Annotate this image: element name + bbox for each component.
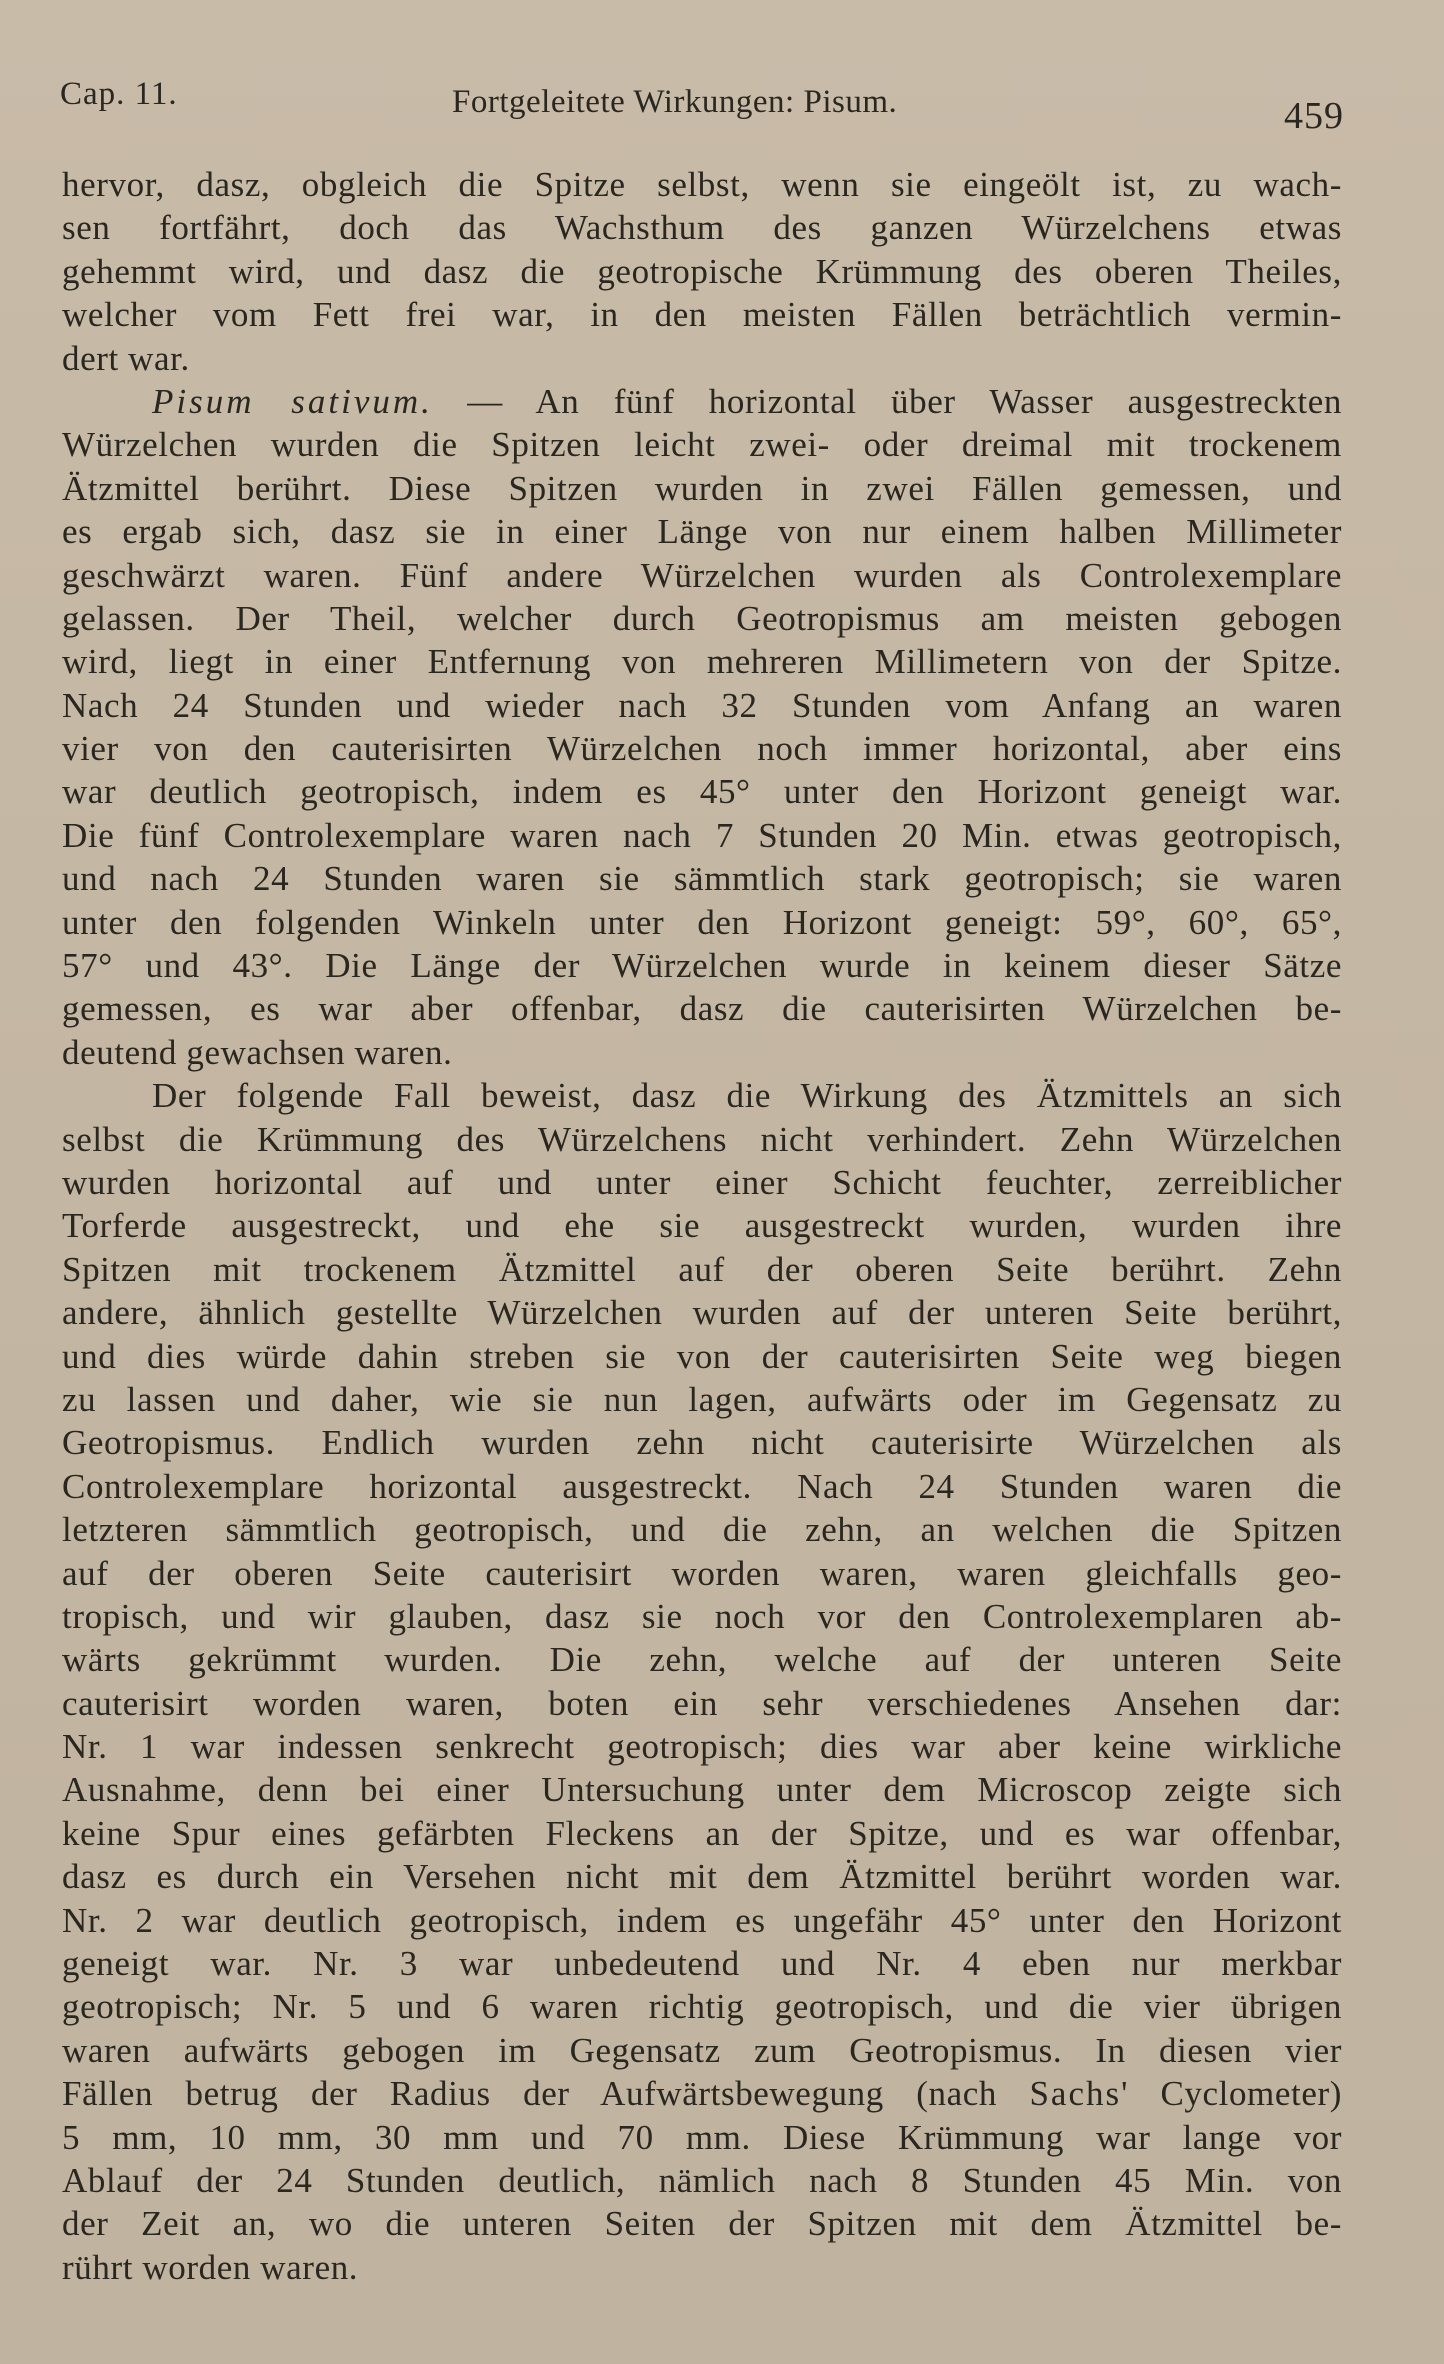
text-line (62, 640, 1342, 683)
line-text: selbst die Krümmung des Würzelchens nicht verhindert. Zehn Würzelchen (62, 1119, 1342, 1159)
line-text: gehemmt wird, und dasz die geotropische Krümmung des oberen Theiles, (62, 251, 1342, 291)
line-text: es ergab sich, dasz sie in einer Länge von nur einem halben Millimeter (62, 512, 1342, 552)
text-line (62, 1855, 1342, 1898)
chapter-label: Cap. 11. (60, 76, 178, 112)
text-line (62, 1899, 1342, 1942)
text-line (62, 1638, 1342, 1681)
text-line (62, 1204, 1342, 1247)
line-text: hervor, dasz, obgleich die Spitze selbst, wenn sie eingeölt ist, zu wach- (62, 165, 1342, 204)
line-text: rührt worden waren. (62, 2247, 359, 2287)
text-line (62, 944, 1342, 987)
line-text: cauterisirt worden waren, boten ein sehr verschiedenes Ansehen dar: (62, 1683, 1342, 1723)
line-text: 57° und 43°. Die Länge der Würzelchen wurde in keinem dieser Sätze (62, 946, 1342, 986)
text-line (62, 1985, 1342, 2028)
line-text: wurden horizontal auf und unter einer Schicht feuchter, zerreiblicher (62, 1162, 1342, 1202)
text-line (62, 554, 1342, 597)
line-text: dert war. (62, 338, 190, 378)
line-text: zu lassen und daher, wie sie nun lagen, aufwärts oder im Gegensatz zu (62, 1379, 1342, 1419)
running-title: Fortgeleitete Wirkungen: Pisum. (452, 84, 898, 120)
text-line (62, 1335, 1342, 1378)
line-text: Würzelchen wurden die Spitzen leicht zwei- oder dreimal mit trockenem (62, 425, 1342, 465)
line-text: welcher vom Fett frei war, in den meisten Fällen beträchtlich vermin- (62, 295, 1342, 335)
line-text: geotropisch; Nr. 5 und 6 waren richtig geotropisch, und die vier übrigen (62, 1987, 1342, 2027)
species-name: Pisum sativum. (152, 381, 433, 421)
text-line (62, 1942, 1342, 1985)
line-text: Ätzmittel berührt. Diese Spitzen wurden in zwei Fällen gemessen, und (62, 468, 1342, 508)
text-line (62, 250, 1342, 293)
line-text: sen fortfährt, doch das Wachsthum des ganzen Würzelchens etwas (62, 208, 1342, 248)
text-line (62, 1682, 1342, 1725)
line-text: geschwärzt waren. Fünf andere Würzelchen wurden als Controlexemplare (62, 555, 1342, 595)
line-text: andere, ähnlich gestellte Würzelchen wurden auf der unteren Seite berührt, (62, 1293, 1342, 1333)
text-line (62, 1291, 1342, 1334)
line-text: vier von den cauterisirten Würzelchen noch immer horizontal, aber eins (62, 729, 1342, 769)
text-line (62, 901, 1342, 944)
line-text: letzteren sämmtlich geotropisch, und die zehn, an welchen die Spitzen (62, 1510, 1342, 1550)
text-line (62, 2159, 1342, 2202)
line-text: wird, liegt in einer Entfernung von mehreren Millimetern von der Spitze. (62, 642, 1342, 682)
author-name: Sachs (1029, 2074, 1122, 2114)
line-text: keine Spur eines gefärbten Fleckens an der Spitze, und es war offenbar, (62, 1813, 1342, 1853)
line-text: Geotropismus. Endlich wurden zehn nicht cauterisirte Würzelchen als (62, 1423, 1342, 1463)
text-line (62, 380, 1342, 423)
line-text: unter den folgenden Winkeln unter den Horizont geneigt: 59°, 60°, 65°, (62, 902, 1342, 942)
line-text: Nr. 2 war deutlich geotropisch, indem es ungefähr 45° unter den Horizont (62, 1900, 1342, 1940)
text-line (62, 857, 1342, 900)
text-line (62, 1378, 1342, 1421)
line-text: Ausnahme, denn bei einer Untersuchung unter dem Microscop zeigte sich (62, 1770, 1342, 1810)
body-text (62, 163, 1342, 2289)
text-line (62, 1812, 1342, 1855)
line-text: Controlexemplare horizontal ausgestreckt. Nach 24 Stunden waren die (62, 1466, 1342, 1506)
text-line (62, 206, 1342, 249)
text-line (62, 1248, 1342, 1291)
running-header (60, 70, 1344, 137)
text-line (62, 1595, 1342, 1638)
text-line (62, 2246, 1342, 2289)
line-text: und nach 24 Stunden waren sie sämmtlich stark geotropisch; sie waren (62, 859, 1342, 899)
text-line (62, 1074, 1342, 1117)
text-line (62, 2072, 1342, 2115)
text-line (62, 684, 1342, 727)
line-text: Spitzen mit trockenem Ätzmittel auf der oberen Seite berührt. Zehn (62, 1249, 1342, 1289)
text-line (62, 1118, 1342, 1161)
line-text: gelassen. Der Theil, welcher durch Geotropismus am meisten gebogen (62, 598, 1342, 638)
text-line (62, 597, 1342, 640)
line-text: Fällen betrug der Radius der Aufwärtsbewegung (nach (62, 2074, 1030, 2114)
page-number: 459 (1284, 95, 1344, 137)
text-line (62, 1508, 1342, 1551)
text-line (62, 1552, 1342, 1595)
line-text: war deutlich geotropisch, indem es 45° unter den Horizont geneigt war. (62, 772, 1342, 812)
text-line (62, 423, 1342, 466)
text-line (62, 1031, 1342, 1074)
text-line (62, 1768, 1342, 1811)
line-text: Torferde ausgestreckt, und ehe sie ausgestreckt wurden, wurden ihre (62, 1206, 1342, 1246)
text-line (62, 163, 1342, 206)
line-text: deutend gewachsen waren. (62, 1032, 453, 1072)
text-line (62, 1465, 1342, 1508)
line-text: Die fünf Controlexemplare waren nach 7 Stunden 20 Min. etwas geotropisch, (62, 815, 1342, 855)
text-line (62, 770, 1342, 813)
line-text: — An fünf horizontal über Wasser ausgestreckten (432, 381, 1342, 421)
text-line (62, 2029, 1342, 2072)
line-text: der Zeit an, wo die unteren Seiten der Spitzen mit dem Ätzmittel be- (62, 2204, 1342, 2244)
text-line (62, 510, 1342, 553)
line-text: waren aufwärts gebogen im Gegensatz zum Geotropismus. In diesen vier (62, 2030, 1342, 2070)
line-text-after: ' Cyclometer) (1121, 2074, 1342, 2114)
line-text: geneigt war. Nr. 3 war unbedeutend und Nr. 4 eben nur merkbar (62, 1944, 1342, 1984)
text-line (62, 2116, 1342, 2159)
text-line (62, 293, 1342, 336)
line-text: Nr. 1 war indessen senkrecht geotropisch; dies war aber keine wirkliche (62, 1727, 1342, 1767)
line-text: 5 mm, 10 mm, 30 mm und 70 mm. Diese Krümmung war lange vor (62, 2117, 1342, 2157)
line-text: Ablauf der 24 Stunden deutlich, nämlich nach 8 Stunden 45 Min. von (62, 2160, 1342, 2200)
text-line (62, 1421, 1342, 1464)
text-line (62, 1725, 1342, 1768)
line-text: auf der oberen Seite cauterisirt worden waren, waren gleichfalls geo- (62, 1553, 1342, 1593)
line-text: Der folgende Fall beweist, dasz die Wirkung des Ätzmittels an sich (152, 1076, 1342, 1116)
line-text: tropisch, und wir glauben, dasz sie noch vor den Controlexemplaren ab- (62, 1596, 1342, 1636)
text-line (62, 987, 1342, 1030)
text-line (62, 1161, 1342, 1204)
line-text: wärts gekrümmt wurden. Die zehn, welche auf der unteren Seite (62, 1640, 1342, 1680)
text-line (62, 467, 1342, 510)
text-line (62, 814, 1342, 857)
line-text: und dies würde dahin streben sie von der cauterisirten Seite weg biegen (62, 1336, 1342, 1376)
text-line (62, 337, 1342, 380)
text-line (62, 2202, 1342, 2245)
line-text: dasz es durch ein Versehen nicht mit dem Ätzmittel berührt worden war. (62, 1857, 1342, 1897)
text-line (62, 727, 1342, 770)
line-text: Nach 24 Stunden und wieder nach 32 Stunden vom Anfang an waren (62, 685, 1342, 725)
line-text: gemessen, es war aber offenbar, dasz die cauterisirten Würzelchen be- (62, 989, 1342, 1029)
